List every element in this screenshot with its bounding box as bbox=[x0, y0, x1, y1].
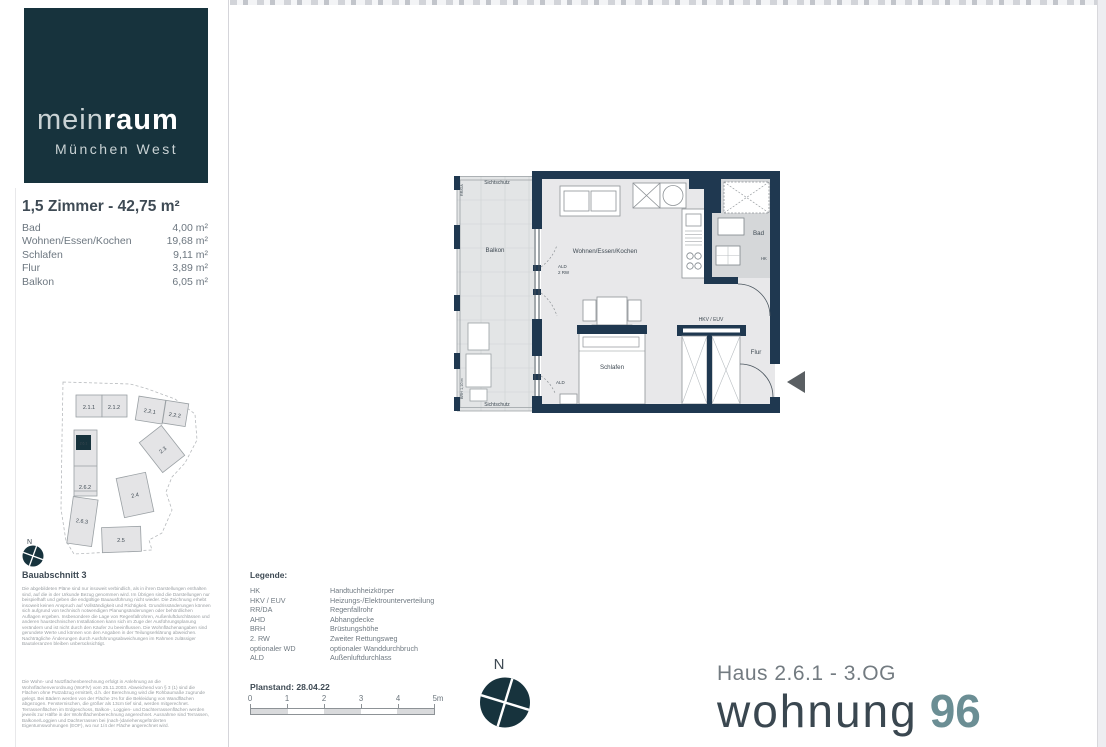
legend-row bbox=[250, 644, 434, 654]
brand-name bbox=[37, 106, 208, 135]
room-name: Wohnen/Essen/Kochen bbox=[22, 235, 132, 248]
site-unit-label: 2.3 bbox=[158, 445, 169, 456]
table-row bbox=[22, 235, 208, 248]
table-row bbox=[22, 276, 208, 289]
brand-name-light: mein bbox=[37, 104, 104, 136]
window-lines bbox=[535, 229, 539, 396]
room-area: 4,00 m² bbox=[172, 222, 208, 234]
room-area: 9,11 m² bbox=[173, 248, 208, 261]
site-unit-label: 2.2.1 bbox=[143, 408, 157, 416]
legend-abbr: 2. RW bbox=[250, 633, 270, 643]
legend-abbr: HK bbox=[250, 586, 260, 595]
apartment-title: 1,5 Zimmer - 42,75 m² bbox=[22, 198, 180, 215]
hkv-euv-label: HKV / EUV bbox=[698, 317, 724, 323]
site-unit-label: 2.4 bbox=[130, 492, 140, 500]
balcony-label: Balkon bbox=[485, 247, 505, 254]
hall-label: Flur bbox=[750, 349, 762, 356]
legend-row bbox=[250, 634, 434, 644]
site-unit-label: 2.1.1 bbox=[82, 405, 96, 411]
legend-desc: Zweiter Rettungsweg bbox=[330, 633, 398, 643]
room-area: 6,05 m² bbox=[172, 275, 208, 288]
plan-status bbox=[250, 682, 330, 692]
legend-abbr: RR/DA bbox=[250, 605, 273, 615]
scale-tick: 1 bbox=[284, 694, 290, 703]
site-unit-label: 2.6.2 bbox=[78, 485, 92, 491]
room-name: Balkon bbox=[22, 275, 55, 288]
plan-status-label: Planstand: bbox=[250, 682, 294, 692]
bathroom-label: Bad bbox=[753, 230, 765, 237]
scale-tick: 5m bbox=[432, 694, 444, 703]
title-block bbox=[717, 662, 981, 747]
compass-north-label: N bbox=[27, 539, 33, 546]
compass-north-label: N bbox=[493, 656, 505, 673]
legend-row bbox=[250, 605, 434, 615]
legend-abbr: optionaler WD bbox=[250, 643, 296, 653]
scale-bar-graphic bbox=[250, 708, 435, 715]
sidebar-divider-line bbox=[228, 0, 229, 747]
sichtschutz-bottom-label: Sichtschutz bbox=[484, 402, 510, 408]
brand-subtitle: München West bbox=[55, 141, 179, 157]
site-unit-label: 2.1.2 bbox=[107, 405, 121, 411]
living-room-label: Wohnen/Essen/Kochen bbox=[572, 248, 638, 255]
apartment-name bbox=[717, 687, 981, 747]
legend-row bbox=[250, 596, 434, 606]
legend-row bbox=[250, 586, 434, 596]
hk-label: HK bbox=[761, 256, 767, 261]
balcony-furniture bbox=[466, 323, 491, 401]
balcony-area bbox=[454, 176, 534, 411]
room-area: 19,68 m² bbox=[166, 235, 208, 248]
scale-tick: 2 bbox=[321, 694, 327, 703]
site-buildings bbox=[67, 395, 189, 553]
table-row bbox=[22, 249, 208, 262]
compass-icon bbox=[478, 652, 534, 730]
brand-logo bbox=[24, 8, 208, 183]
room-name: Flur bbox=[22, 262, 41, 275]
legend-desc: Außenluftdurchlass bbox=[330, 653, 392, 663]
site-compass-icon bbox=[20, 539, 47, 569]
scale-tick: 4 bbox=[395, 694, 401, 703]
entrance-arrow-icon bbox=[787, 371, 805, 393]
disclaimer-paragraph-2: Die Wohn- und Nutzflächenberechnung erfolgt in Anlehnung an die Wohnflächenverordnung (WoFlV) vom 25.11.2003. Abweichend von § 3 (1) sind die Flächen ohne Putzabzug ermittelt, d.h. der Berechnung wird die Rohbaumaße zugrunde gelegt. Bei Bädern werden von der Fläche 1% für die Bekleidung von Wandflächen abgezogen. Fensternischen, die größer als 13cm tief sind, werden mitgerechnet. Terrassenflächen im Erdgeschoss, Balkon-, Loggien- und Dachterrassenflächen werden jeweils zur Hälfte in der Wohnflächenberechnung angerechnet. Ausnahme sind Terrassen, Balkone/Loggien und Dachterrassen bei (nach-)dariehensgeförderten Eigentumswohnungen (EOF), wo nur 1/4 der Fläche angerechnet wird. bbox=[22, 679, 209, 728]
site-highlighted-unit-label: 2.6.1 bbox=[79, 441, 88, 446]
site-unit-label: 2.6.3 bbox=[75, 518, 89, 526]
legend-desc: Heizungs-/Elektrounterverteilung bbox=[330, 595, 435, 605]
brand-name-bold: raum bbox=[103, 104, 179, 136]
page-top-edge-artifact bbox=[230, 0, 1106, 5]
plan-status-date: 28.04.22 bbox=[296, 682, 330, 692]
legend-abbr: ALD bbox=[250, 653, 264, 663]
ald-bottom-label: ALD bbox=[556, 380, 565, 385]
wardrobe-unit bbox=[677, 325, 746, 404]
bedroom-label: Schlafen bbox=[599, 364, 625, 371]
site-unit-label: 2.5 bbox=[117, 538, 125, 544]
legend-row bbox=[250, 624, 434, 634]
legend-abbr: BRH bbox=[250, 624, 266, 634]
bauabschnitt-heading: Bauabschnitt 3 bbox=[22, 570, 87, 580]
legend-desc: Abhangdecke bbox=[330, 614, 374, 624]
scale-tick: 3 bbox=[358, 694, 364, 703]
site-unit-label: 2.2.2 bbox=[168, 411, 182, 420]
apartment-name-word: wohnung bbox=[717, 685, 918, 737]
legend-desc: optionaler Wanddurchbruch bbox=[330, 643, 419, 653]
apartment-number: 96 bbox=[929, 685, 981, 737]
disclaimer-paragraph-1: Die abgebildeten Pläne sind nur insoweit verbindlich, als in ihren Darstellungen enthalten sind, auf die in der Urkunde Bezug genommen wird. Im Übrigen sind die Darstellungen nur beispielhaft und geben die endgültige Bauausführung nicht wieder. Die Zeichnung erhebt insoweit keinen Anspruch auf Vollständigkeit und Richtigkeit. Grundrissänderungen können sich aufgrund von technisch notwendigen Planungsänderungen oder behördlichen Auflagen ergeben. Insbesondere die Lage von Regenfallrohren, Außenluftdurchlässen und anderen haustechnischen Installationen kann sich im Zuge der Ausführungsplanung verändern und ist nicht durch den Käufer zu beeinflussen. Die Wohnflächenangaben sind gerundete Werte und können von den Angaben in der Teilungserklärung abweichen. Nachträgliche Änderungen durch Ausführungsabweichungen im Rahmen zulässiger Bautoleranzen bleiben unberücksichtigt. bbox=[22, 586, 211, 646]
scale-tick: 0 bbox=[247, 694, 253, 703]
table-row bbox=[22, 222, 208, 235]
page-right-edge bbox=[1097, 0, 1106, 747]
legend-desc: Brüstungshöhe bbox=[330, 624, 379, 634]
legend-desc: Regenfallrohr bbox=[330, 605, 374, 615]
legend-desc: Handtuchheizkörper bbox=[330, 586, 395, 595]
brh-vertical-label: BRH 1,10 m bbox=[460, 378, 464, 399]
room-name: Bad bbox=[22, 222, 41, 234]
sichtschutz-top-label: Sichtschutz bbox=[484, 180, 510, 186]
floor-plan bbox=[453, 171, 813, 421]
scale-bar bbox=[248, 694, 448, 720]
legend-heading: Legende: bbox=[250, 570, 288, 580]
rw-label: 2 RW bbox=[558, 270, 570, 275]
rr-da-vertical-label: RR/DA bbox=[460, 184, 464, 196]
legend-list bbox=[250, 586, 434, 663]
room-area-table bbox=[22, 222, 208, 289]
legend-row bbox=[250, 653, 434, 663]
ald-top-label: ALD bbox=[558, 264, 567, 269]
legend-abbr: AHD bbox=[250, 614, 266, 624]
table-row bbox=[22, 262, 208, 275]
haus-title: Haus 2.6.1 - 3.OG bbox=[717, 662, 896, 685]
room-area: 3,89 m² bbox=[172, 262, 208, 275]
site-plan bbox=[14, 378, 219, 573]
room-name: Schlafen bbox=[22, 248, 63, 261]
legend-abbr: HKV / EUV bbox=[250, 595, 286, 605]
legend-row bbox=[250, 615, 434, 625]
